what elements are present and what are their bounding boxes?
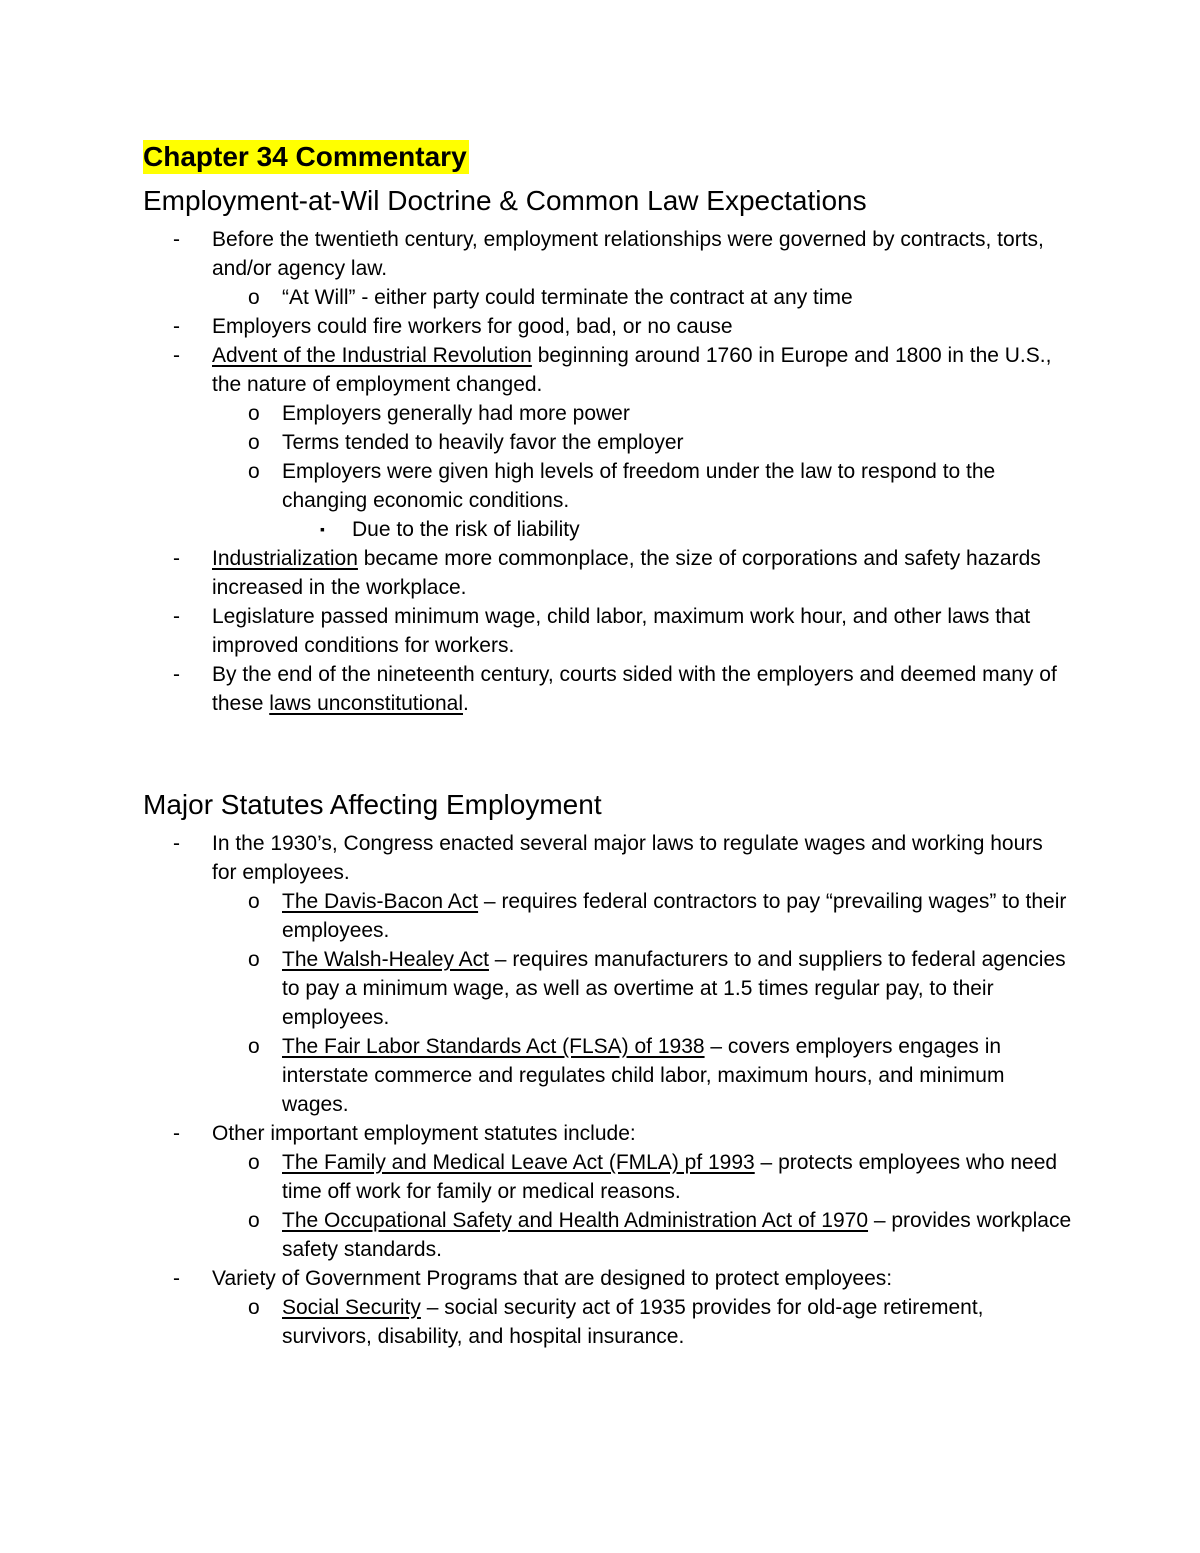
item-text: Variety of Government Programs that are designed to protect employees: bbox=[212, 1267, 893, 1290]
circle-bullet: o bbox=[248, 948, 260, 971]
circle-bullet: o bbox=[248, 431, 260, 454]
item-text: “At Will” - either party could terminate the contract at any time bbox=[282, 286, 853, 309]
dash-bullet: - bbox=[173, 547, 180, 570]
list-item bbox=[212, 945, 1073, 1032]
item-text: – covers employers engages in interstate commerce and regulates child labor, maximum hours, and minimum wages. bbox=[282, 1035, 1005, 1116]
sub-list bbox=[212, 399, 1073, 544]
list-item bbox=[143, 1264, 1073, 1351]
item-text: – social security act of 1935 provides for old-age retirement, survivors, disability, and hospital insurance. bbox=[282, 1296, 984, 1348]
item-text: – provides workplace safety standards. bbox=[282, 1209, 1072, 1261]
circle-bullet: o bbox=[248, 1209, 260, 1232]
document-page bbox=[143, 140, 1073, 1351]
item-text: beginning around 1760 in Europe and 1800 in the U.S., the nature of employment changed. bbox=[212, 344, 1052, 396]
sub-list bbox=[212, 1293, 1073, 1351]
list-item bbox=[212, 1206, 1073, 1264]
item-text: Due to the risk of liability bbox=[352, 518, 580, 541]
item-text-tail: . bbox=[463, 692, 469, 715]
item-text: – requires manufacturers to and suppliers to federal agencies to pay a minimum wage, as well as overtime at 1.5 times regular pay, to their employees. bbox=[282, 948, 1066, 1029]
list-item bbox=[143, 312, 1073, 341]
underlined-term: The Fair Labor Standards Act (FLSA) of 1938 bbox=[282, 1035, 705, 1058]
dash-bullet: - bbox=[173, 1267, 180, 1290]
item-text: Employers could fire workers for good, bad, or no cause bbox=[212, 315, 733, 338]
item-text: Employers generally had more power bbox=[282, 402, 630, 425]
item-text: Other important employment statutes include: bbox=[212, 1122, 636, 1145]
list-item bbox=[212, 428, 1073, 457]
underlined-term: Social Security bbox=[282, 1296, 421, 1319]
item-text: Employers were given high levels of freedom under the law to respond to the changing economic conditions. bbox=[282, 460, 996, 512]
sub-list bbox=[212, 1148, 1073, 1264]
list-item bbox=[143, 829, 1073, 1119]
item-text: – requires federal contractors to pay “prevailing wages” to their employees. bbox=[282, 890, 1067, 942]
dash-bullet: - bbox=[173, 1122, 180, 1145]
list-item bbox=[143, 602, 1073, 660]
list-item bbox=[143, 1119, 1073, 1264]
dash-bullet: - bbox=[173, 663, 180, 686]
underlined-term: Advent of the Industrial Revolution bbox=[212, 344, 532, 367]
square-bullet: ▪ bbox=[320, 521, 325, 537]
list-item bbox=[143, 225, 1073, 312]
dash-bullet: - bbox=[173, 228, 180, 251]
dash-bullet: - bbox=[173, 832, 180, 855]
list-item bbox=[212, 457, 1073, 544]
circle-bullet: o bbox=[248, 460, 260, 483]
item-text: Terms tended to heavily favor the employer bbox=[282, 431, 684, 454]
underlined-term: The Walsh-Healey Act bbox=[282, 948, 489, 971]
dash-bullet: - bbox=[173, 605, 180, 628]
list-item bbox=[212, 887, 1073, 945]
bullet-list bbox=[143, 829, 1073, 1351]
underlined-term: The Occupational Safety and Health Administration Act of 1970 bbox=[282, 1209, 869, 1232]
list-item bbox=[212, 1293, 1073, 1351]
circle-bullet: o bbox=[248, 890, 260, 913]
item-text: became more commonplace, the size of corporations and safety hazards increased in the workplace. bbox=[212, 547, 1041, 599]
sub-list bbox=[212, 283, 1073, 312]
list-item bbox=[282, 515, 1073, 544]
underlined-term: Industrialization bbox=[212, 547, 358, 570]
list-item bbox=[212, 399, 1073, 428]
item-text: By the end of the nineteenth century, courts sided with the employers and deemed many of these bbox=[212, 663, 1057, 715]
circle-bullet: o bbox=[248, 286, 260, 309]
item-text: – protects employees who need time off work for family or medical reasons. bbox=[282, 1151, 1058, 1203]
sub-sub-list bbox=[282, 515, 1073, 544]
underlined-term: The Family and Medical Leave Act (FMLA) pf 1993 bbox=[282, 1151, 755, 1174]
item-text: Before the twentieth century, employment relationships were governed by contracts, torts, and/or agency law. bbox=[212, 228, 1044, 280]
chapter-title: Chapter 34 Commentary bbox=[143, 141, 467, 172]
list-item bbox=[143, 660, 1073, 718]
dash-bullet: - bbox=[173, 315, 180, 338]
underlined-term: The Davis-Bacon Act bbox=[282, 890, 479, 913]
circle-bullet: o bbox=[248, 1296, 260, 1319]
bullet-list bbox=[143, 225, 1073, 718]
circle-bullet: o bbox=[248, 402, 260, 425]
item-text: In the 1930’s, Congress enacted several major laws to regulate wages and working hours for employees. bbox=[212, 832, 1043, 884]
section-heading: Employment-at-Wil Doctrine & Common Law Expectations bbox=[143, 185, 867, 216]
list-item bbox=[143, 341, 1073, 544]
circle-bullet: o bbox=[248, 1035, 260, 1058]
list-item bbox=[212, 283, 1073, 312]
section-heading: Major Statutes Affecting Employment bbox=[143, 789, 602, 820]
list-item bbox=[212, 1032, 1073, 1119]
list-item bbox=[212, 1148, 1073, 1206]
underlined-term: laws unconstitutional bbox=[269, 692, 463, 715]
list-item bbox=[143, 544, 1073, 602]
circle-bullet: o bbox=[248, 1151, 260, 1174]
item-text: Legislature passed minimum wage, child labor, maximum work hour, and other laws that improved conditions for workers. bbox=[212, 605, 1031, 657]
sub-list bbox=[212, 887, 1073, 1119]
dash-bullet: - bbox=[173, 344, 180, 367]
